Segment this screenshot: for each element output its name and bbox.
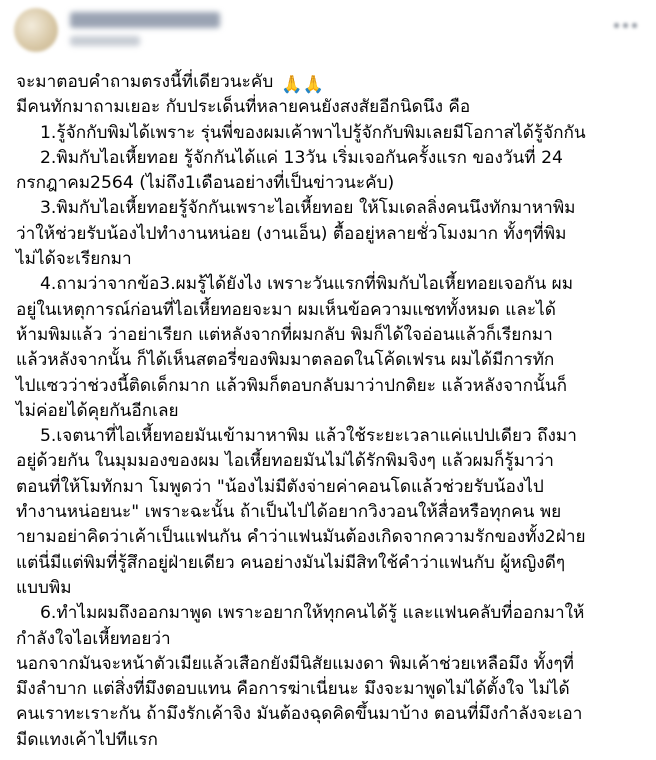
post-header xyxy=(0,0,656,64)
post-line: มึงลำบาก แต่สิ่งที่มึงตอบแทน คือการฆ่าเนี่ยนะ มึงจะมาพูดไม่ได้ตั้งใจ ไม่ได้ xyxy=(16,679,570,700)
more-options-icon[interactable] xyxy=(610,18,640,32)
more-dot xyxy=(623,23,628,28)
post-timestamp[interactable] xyxy=(70,36,140,46)
more-dot xyxy=(614,23,619,28)
post-line: มีคนทักมาถามเยอะ กับประเด็นที่หลายคนยังสงสัยอีกนิดนึง คือ xyxy=(16,97,471,118)
post-line: ไม่ได้จะเรียกมา xyxy=(16,249,132,270)
more-dot xyxy=(632,23,637,28)
post-line: ไปแซวว่าช่วงนี้ติดเด็กมาก แล้วพิมก็ตอบกลับมาว่าปกติยะ แล้วหลังจากนั้นก็ xyxy=(16,375,567,396)
post-line: อยู่ในเหตุการณ์ก่อนที่ไอเหี้ยทอยจะมา ผมเห็นข้อความแชททั้งหมด และได้ xyxy=(16,299,556,320)
post-line: ว่าให้ช่วยรับน้องไปทำงานหน่อย (งานเอ็น) ตื้ออยู่หลายชั่วโมงมาก ทั้งๆที่พิม xyxy=(16,223,567,244)
post-line: ห้ามพิมแล้ว ว่าอย่าเรียก แต่หลังจากที่ผมกลับ พิมก็ได้ใจอ่อนแล้วก็เรียกมา xyxy=(16,324,553,345)
post-line: แต่นี่มีแต่พิมที่รู้สึกอยู่ฝ่ายเดียว คนอย่างมันไม่มีสิทใช้คำว่าแฟนกับ ผู้หญิงดีๆ xyxy=(16,552,566,573)
post-line: ไม่ค่อยได้คุยกันอีกเลย xyxy=(16,400,179,421)
post-line: อยู่ด้วยกัน ในมุมมองของผม ไอเหี้ยทอยมันไม่ได้รักพิมจิงๆ แล้วผมก็รู้มาว่า xyxy=(16,451,554,472)
post-line: 1.รู้จักกับพิมได้เพราะ รุ่นพี่ของผมเค้าพาไปรู้จักกับพิมเลยมีโอกาสได้รู้จักกัน xyxy=(40,122,586,143)
post-line: 6.ทำไมผมถึงออกมาพูด เพราะอยากให้ทุกคนได้รู้ และแฟนคลับที่ออกมาให้ xyxy=(40,603,585,624)
post-line: ทำงานหน่อยนะ" เพราะฉะนั้น ถ้าเป็นไปได้อยากวิงวอนให้สื่อหรือทุกคน พย xyxy=(16,502,562,523)
author-name[interactable] xyxy=(70,12,220,28)
post-line: มีดแทงเค้าไปทีแรก xyxy=(16,729,158,750)
post-line-text: จะมาตอบคำถามตรงนี้ที่เดียวนะคับ xyxy=(16,72,274,92)
folded-hands-emoji: 🙏🙏 xyxy=(281,75,325,95)
post-body xyxy=(16,70,644,753)
post-line: นอกจากมันจะหน้าตัวเมียแล้วเสือกยังมีนิสัยแมงดา พิมเค้าช่วยเหลือมึง ทั้งๆที่ xyxy=(16,653,574,674)
post-line: 3.พิมกับไอเหี้ยทอยรู้จักกันเพราะไอเหี้ยทอย ให้โมเดลลิ่งคนนึงทักมาหาพิม xyxy=(40,198,576,219)
post-line: กำลังใจไอเหี้ยทอยว่า xyxy=(16,628,171,649)
post-line: ายามอย่าคิดว่าเค้าเป็นแฟนกัน คำว่าแฟนมันต้องเกิดจากความรักของทั้ง2ฝ่าย xyxy=(16,527,586,548)
post-line xyxy=(16,70,644,95)
post-line: แบบพิม xyxy=(16,577,72,598)
author-avatar[interactable] xyxy=(14,8,58,52)
post-line: 5.เจตนาที่ไอเหี้ยทอยมันเข้ามาหาพิม แล้วใช้ระยะเวลาแค่แปปเดียว ถึงมา xyxy=(40,426,577,447)
post-line: แล้วหลังจากนั้น ก็ได้เห็นสตอรี่ของพิมมาตลอดในโค้ดเฟรน ผมได้มีการทัก xyxy=(16,350,555,371)
post-line: คนเราทะเราะกัน ถ้ามึงรักเค้าจิง มันต้องฉุดคิดขึ้นมาบ้าง ตอนที่มึงกำลังจะเอา xyxy=(16,704,583,725)
post-line: 4.ถามว่าจากข้อ3.ผมรู้ได้ยังไง เพราะวันแรกที่พิมกับไอเหี้ยทอยเจอกัน ผม xyxy=(40,274,574,295)
post-line: 2.พิมกับไอเหี้ยทอย รู้จักกันได้แค่ 13วัน เริ่มเจอกันครั้งแรก ของวันที่ 24 xyxy=(40,147,563,168)
post-line: ตอนที่ให้โมทักมา โมพูดว่า "น้องไม่มีตังจ่ายค่าคอนโดแล้วช่วยรับน้องไป xyxy=(16,476,544,497)
post-line: กรกฎาคม2564 (ไม่ถึง1เดือนอย่างที่เป็นข่าวนะคับ) xyxy=(16,173,395,194)
